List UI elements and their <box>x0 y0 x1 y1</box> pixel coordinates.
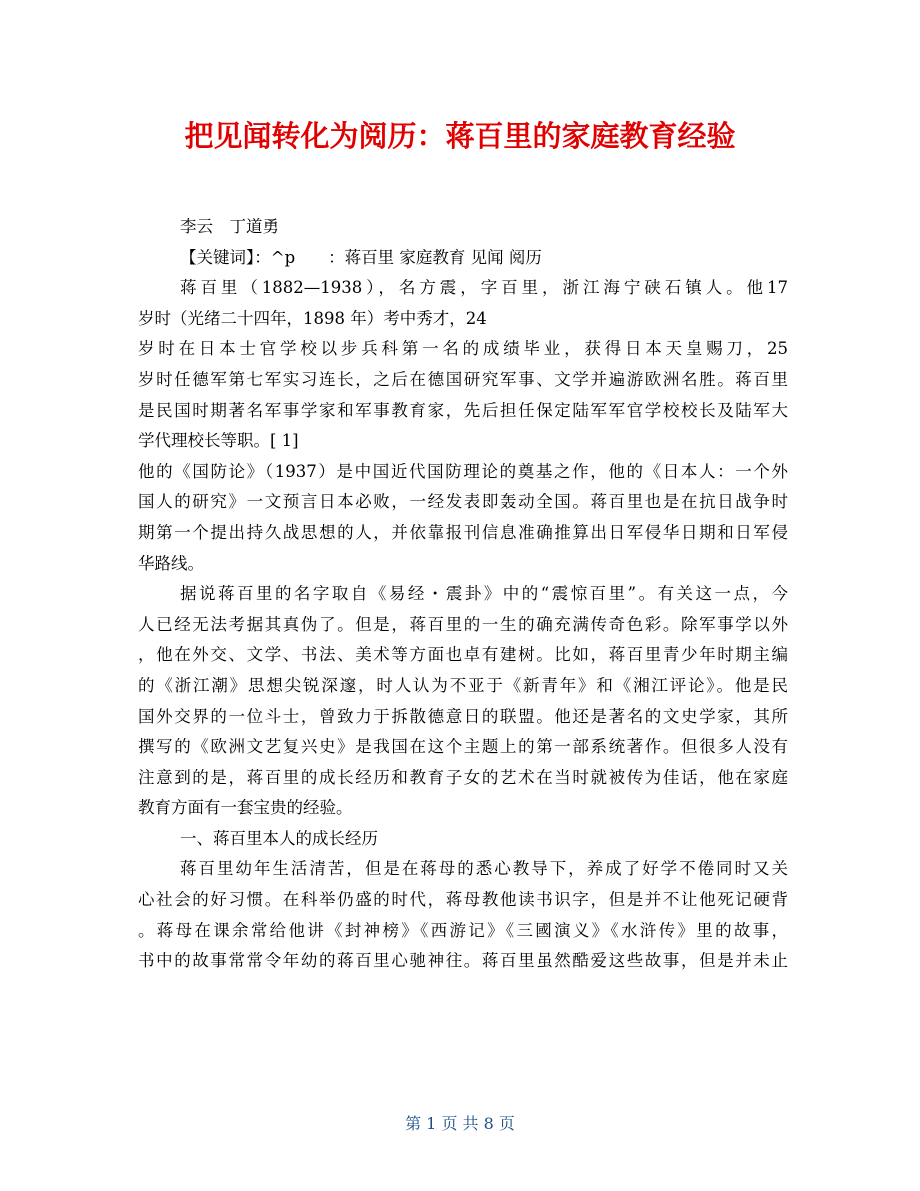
text-line: ，他在外交、文学、书法、美术等方面也卓有建树。比如，蒋百里青少年时期主编 <box>138 645 788 665</box>
text-line: 蒋百里幼年生活清苦，但是在蒋母的悉心教导下，养成了好学不倦同时又关 <box>180 859 788 879</box>
text-line: 据说蒋百里的名字取自《易经・震卦》中的“震惊百里”。有关这一点，今 <box>180 584 788 604</box>
text-line: 学代理校长等职。[ 1] <box>138 431 299 451</box>
page-footer: 第 1 页 共 8 页 <box>405 1114 515 1133</box>
keywords-line: 【关键词】：^p ：蒋百里 家庭教育 见闻 阅历 <box>180 247 542 267</box>
section-heading: 一、蒋百里本人的成长经历 <box>180 828 378 848</box>
text-line: 华路线。 <box>138 553 204 573</box>
text-line: 注意到的是，蒋百里的成长经历和教育子女的艺术在当时就被传为佳话，他在家庭 <box>138 767 788 787</box>
text-line: 期第一个提出持久战思想的人，并依靠报刊信息准确推算出日军侵华日期和日军侵 <box>138 522 788 542</box>
text-line: 国人的研究》一文预言日本必败，一经发表即轰动全国。蒋百里也是在抗日战争时 <box>138 492 788 512</box>
text-line: 蒋百里（1882—1938），名方震，字百里，浙江海宁硖石镇人。他17 <box>180 278 788 298</box>
text-line: 心社会的好习惯。在科举仍盛的时代，蒋母教他读书识字，但是并不让他死记硬背 <box>138 890 788 910</box>
text-line: 教育方面有一套宝贵的经验。 <box>138 798 353 818</box>
document-title: 把见闻转化为阅历：蒋百里的家庭教育经验 <box>184 119 736 153</box>
text-line: 国外交界的一位斗士，曾致力于拆散德意日的联盟。他还是著名的文史学家，其所 <box>138 706 788 726</box>
text-line: 岁时（光绪二十四年，1898 年）考中秀才，24 <box>138 308 487 328</box>
text-line: 的《浙江潮》思想尖锐深邃，时人认为不亚于《新青年》和《湘江评论》。他是民 <box>138 675 788 695</box>
article-body <box>138 212 788 977</box>
text-line: 岁时在日本士官学校以步兵科第一名的成绩毕业，获得日本天皇赐刀，25 <box>138 339 788 359</box>
text-line: 他的《国防论》（1937）是中国近代国防理论的奠基之作，他的《日本人：一个外 <box>138 461 788 481</box>
text-line: 岁时任德军第七军实习连长，之后在德国研究军事、文学并遍游欧洲名胜。蒋百里 <box>138 369 788 389</box>
text-line: 书中的故事常常令年幼的蒋百里心驰神往。蒋百里虽然酷爱这些故事，但是并未止 <box>138 951 788 971</box>
text-line: 撰写的《欧洲文艺复兴史》是我国在这个主题上的第一部系统著作。但很多人没有 <box>138 737 788 757</box>
text-line: 是民国时期著名军事学家和军事教育家，先后担任保定陆军军官学校校长及陆军大 <box>138 400 788 420</box>
text-line: 人已经无法考据其真伪了。但是，蒋百里的一生的确充满传奇色彩。除军事学以外 <box>138 614 788 634</box>
text-line: 。蒋母在课余常给他讲《封神榜》《西游记》《三國演义》《水浒传》里的故事， <box>138 920 788 940</box>
author-line: 李云 丁道勇 <box>180 217 279 236</box>
